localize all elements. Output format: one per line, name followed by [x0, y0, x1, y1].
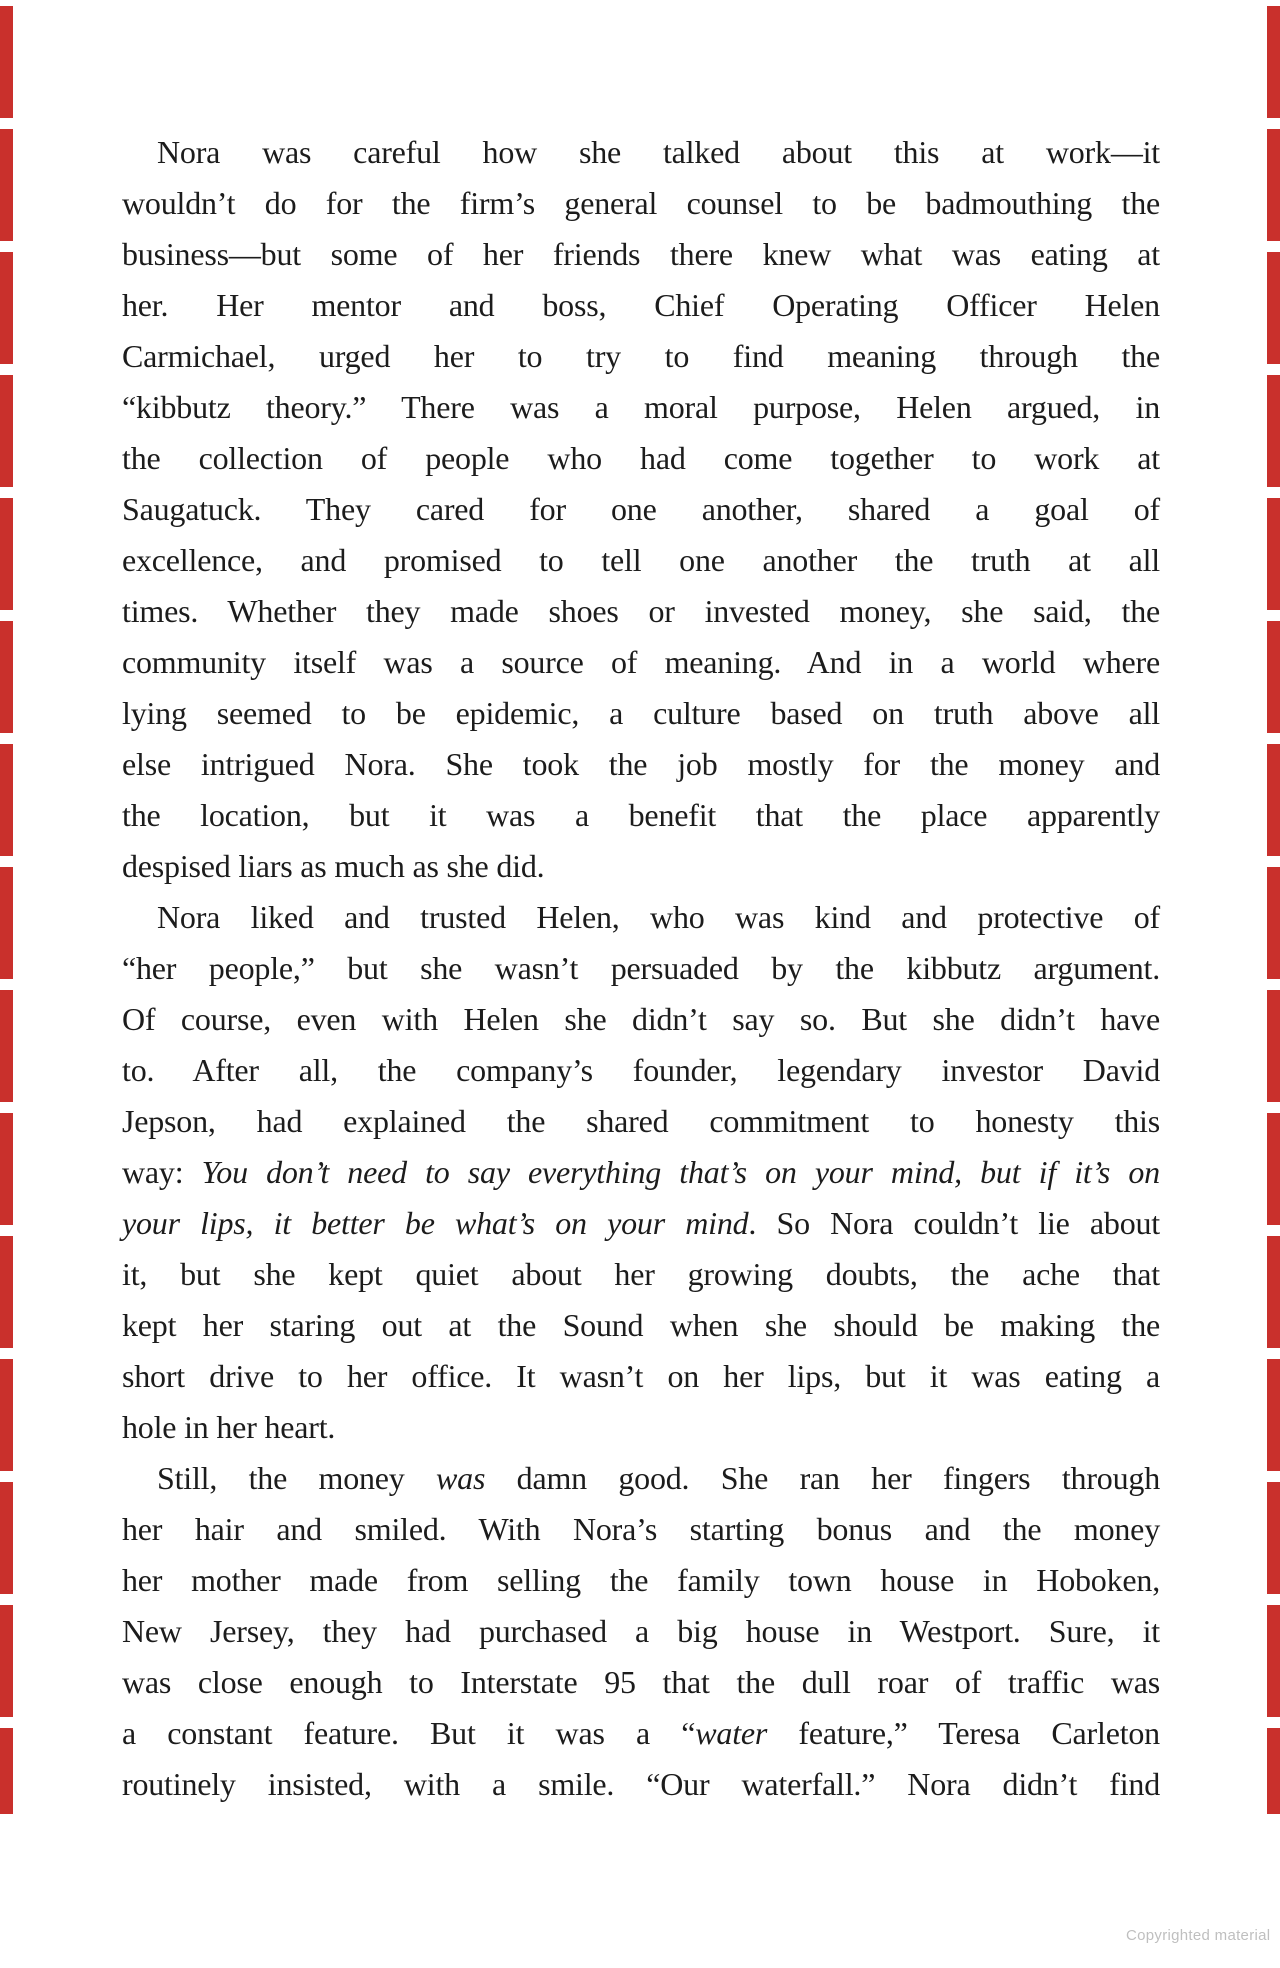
text-segment: New Jersey, they had purchased a big house in Westport. Sure, it: [122, 1613, 1160, 1649]
text-line: [122, 1198, 1160, 1249]
text-segment: was close enough to Interstate 95 that the dull roar of traffic was: [122, 1664, 1160, 1700]
text-line: [122, 535, 1160, 586]
italic-text-segment: your lips, it better be what’s on your mind: [122, 1205, 749, 1241]
italic-text-segment: was: [436, 1460, 486, 1496]
text-segment: kept her staring out at the Sound when she should be making the: [122, 1307, 1160, 1343]
text-line: [122, 1147, 1160, 1198]
text-segment: excellence, and promised to tell one another the truth at all: [122, 542, 1160, 578]
text-line: [122, 637, 1160, 688]
text-line: [122, 1300, 1160, 1351]
text-line: [122, 1045, 1160, 1096]
text-segment: the collection of people who had come together to work at: [122, 440, 1160, 476]
text-line: [122, 841, 1160, 892]
text-segment: community itself was a source of meaning. And in a world where: [122, 644, 1160, 680]
text-line: [122, 586, 1160, 637]
text-segment: Nora was careful how she talked about this at work—it: [157, 134, 1160, 170]
text-line: [122, 331, 1160, 382]
text-segment: . So Nora couldn’t lie about: [748, 1205, 1160, 1241]
paragraph: [122, 892, 1160, 1453]
text-segment: business—but some of her friends there knew what was eating at: [122, 236, 1160, 272]
text-line: [122, 943, 1160, 994]
text-line: [122, 178, 1160, 229]
text-line: [122, 433, 1160, 484]
text-line: [122, 382, 1160, 433]
text-segment: the location, but it was a benefit that the place apparently: [122, 797, 1160, 833]
copyright-watermark: Copyrighted material: [1126, 1927, 1271, 1944]
body-text: [122, 127, 1160, 1810]
text-line: [122, 790, 1160, 841]
text-line: [122, 1249, 1160, 1300]
text-segment: despised liars as much as she did.: [122, 848, 545, 884]
text-segment: Nora liked and trusted Helen, who was kind and protective of: [157, 899, 1160, 935]
text-line: [122, 1504, 1160, 1555]
text-segment: Jepson, had explained the shared commitment to honesty this: [122, 1103, 1160, 1139]
paragraph: [122, 127, 1160, 892]
text-line: [122, 1351, 1160, 1402]
text-segment: way:: [122, 1154, 202, 1190]
text-segment: short drive to her office. It wasn’t on her lips, but it was eating a: [122, 1358, 1160, 1394]
text-segment: times. Whether they made shoes or invested money, she said, the: [122, 593, 1160, 629]
text-segment: Carmichael, urged her to try to find meaning through the: [122, 338, 1160, 374]
text-line: [122, 127, 1160, 178]
text-segment: “her people,” but she wasn’t persuaded by the kibbutz argument.: [122, 950, 1160, 986]
text-line: [122, 1708, 1160, 1759]
text-line: [122, 1453, 1160, 1504]
italic-text-segment: water: [695, 1715, 768, 1751]
text-segment: it, but she kept quiet about her growing doubts, the ache that: [122, 1256, 1160, 1292]
text-segment: damn good. She ran her fingers through: [485, 1460, 1160, 1496]
text-segment: else intrigued Nora. She took the job mostly for the money and: [122, 746, 1160, 782]
text-segment: Saugatuck. They cared for one another, shared a goal of: [122, 491, 1160, 527]
page-edge-dash-right: [1267, 6, 1280, 1814]
text-segment: Still, the money: [157, 1460, 437, 1496]
text-segment: wouldn’t do for the firm’s general counsel to be badmouthing the: [122, 185, 1160, 221]
text-segment: a constant feature. But it was a “: [122, 1715, 696, 1751]
text-segment: her hair and smiled. With Nora’s starting bonus and the money: [122, 1511, 1160, 1547]
text-line: [122, 229, 1160, 280]
text-segment: to. After all, the company’s founder, legendary investor David: [122, 1052, 1160, 1088]
text-segment: routinely insisted, with a smile. “Our waterfall.” Nora didn’t find: [122, 1766, 1160, 1802]
page-edge-dash-left: [0, 6, 13, 1814]
text-line: [122, 1606, 1160, 1657]
text-segment: her. Her mentor and boss, Chief Operating Officer Helen: [122, 287, 1160, 323]
text-segment: Of course, even with Helen she didn’t say so. But she didn’t have: [122, 1001, 1160, 1037]
text-segment: lying seemed to be epidemic, a culture based on truth above all: [122, 695, 1160, 731]
text-segment: hole in her heart.: [122, 1409, 336, 1445]
text-line: [122, 484, 1160, 535]
text-line: [122, 688, 1160, 739]
text-line: [122, 892, 1160, 943]
text-segment: “kibbutz theory.” There was a moral purpose, Helen argued, in: [122, 389, 1160, 425]
text-line: [122, 1096, 1160, 1147]
text-line: [122, 1759, 1160, 1810]
paragraph: [122, 1453, 1160, 1810]
text-line: [122, 994, 1160, 1045]
text-line: [122, 280, 1160, 331]
text-line: [122, 739, 1160, 790]
text-segment: her mother made from selling the family town house in Hoboken,: [122, 1562, 1160, 1598]
text-line: [122, 1657, 1160, 1708]
text-line: [122, 1555, 1160, 1606]
italic-text-segment: You don’t need to say everything that’s on your mind, but if it’s on: [201, 1154, 1160, 1190]
text-line: [122, 1402, 1160, 1453]
text-segment: feature,” Teresa Carleton: [767, 1715, 1160, 1751]
